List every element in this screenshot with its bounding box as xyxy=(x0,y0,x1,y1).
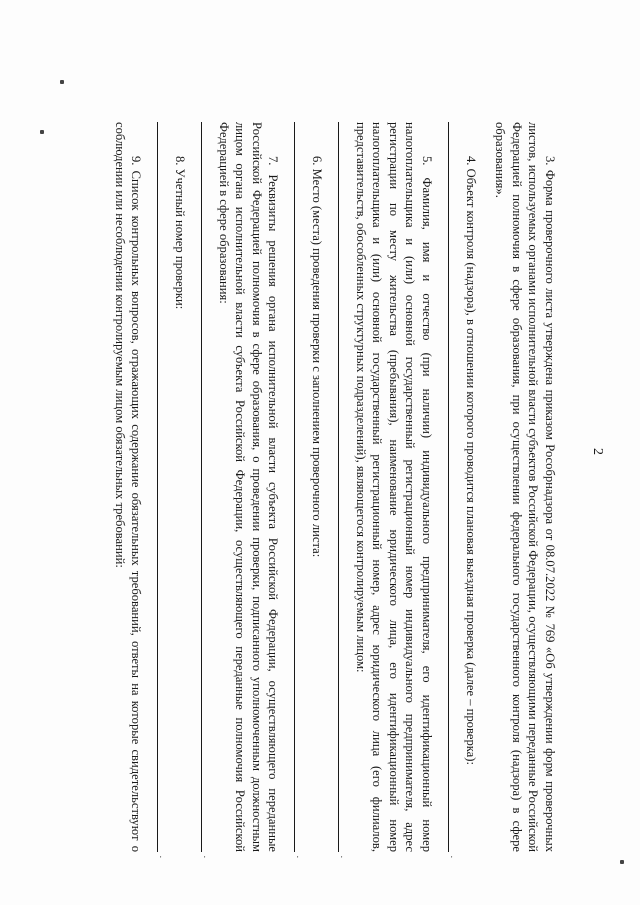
paragraph-5-controlled-person: 5. Фамилия, имя и отчество (при наличии) индивидуального предпринимателя, его идентификационный номер налогоплательщика и (или) основной государственный регистрационный номер индивидуального предпринимателя, адрес регистрации по месту жительства (пребывания), наименование юридического лица, его идентификационный номер налогоплательщика и (или) основной государственный регистрационный номер, адрес юридического лица (его филиалов, представительств, обособленных структурных подразделений), являющегося контролируемым лицом: xyxy=(353,122,435,852)
paragraph-6-inspection-place: 6. Место (места) проведения проверки с заполнением проверочного листа: xyxy=(310,156,325,558)
page-number: 2 xyxy=(590,448,605,455)
fill-line-8: . xyxy=(158,122,172,852)
paragraph-3-checklist-form: 3. Форма проверочного листа утверждена приказом Рособрнадзора от 08.07.2022 № 769 «Об утверждении форм проверочных листов, используемых органами исполнительной власти субъектов Российской Федерации, осуществляющими переданные Российской Федерацией полномочия в сфере образования, при осуществлении федерального государственного контроля (надзора) в сфере образования». xyxy=(493,122,557,852)
paragraph-7-decision-details: 7. Реквизиты решения органа исполнительной власти субъекта Российской Федерации, осуществляющего переданные Российской Федерацией полномочия в сфере образования, о проведении проверки, подписанного уполномоченным должностным лицом органа исполнительной власти субъекта Российской Федерации, осуществляющего переданные полномочия Российской Федерацией в сфере образования: xyxy=(216,122,281,852)
paragraph-8-inspection-number: 8. Учетный номер проверки: xyxy=(173,156,188,310)
fill-line-6: . xyxy=(294,122,308,852)
paragraph-4-control-object: 4. Объект контроля (надзора), в отношении которого проводится плановая выездная проверка (далее – проверка): xyxy=(463,156,478,765)
document-body xyxy=(111,122,558,858)
fill-line-4: . xyxy=(448,122,462,852)
paragraph-9-question-list: 9. Список контрольных вопросов, отражающих содержание обязательных требований, ответы на которые свидетельствуют о соблюдении или несоблюдении контролируемым лицом обязательных требований: xyxy=(112,122,144,852)
fill-line-5: . xyxy=(338,122,352,852)
fill-line-7: . xyxy=(201,122,215,852)
